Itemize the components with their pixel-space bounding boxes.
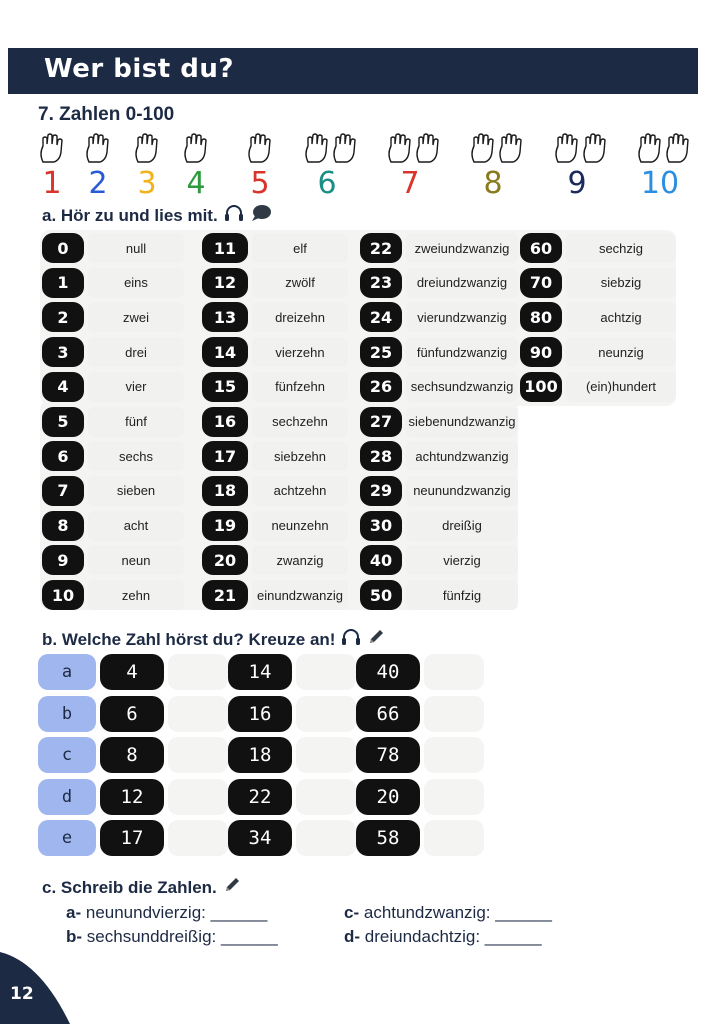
counting-hand-icon [636,132,690,168]
number-badge: 11 [202,233,248,263]
number-word: eins [88,268,184,298]
number-row [360,545,518,575]
number-word: zweiundzwanzig [406,233,518,263]
number-row [202,476,348,506]
number-badge: 60 [520,233,562,263]
number-word: zwanzig [252,545,348,575]
option-number: 8 [100,737,164,773]
item-text: dreiundachtzig: ______ [364,927,542,946]
option-number: 34 [228,820,292,856]
number-row [42,302,184,332]
number-row [202,441,348,471]
number-word: fünf [88,407,184,437]
headphones-icon [224,204,244,227]
writing-item[interactable] [66,927,278,947]
number-word: siebzig [566,268,676,298]
number-badge: 5 [42,407,84,437]
option-number: 6 [100,696,164,732]
number-badge: 17 [202,441,248,471]
number-row [360,511,518,541]
option-number: 40 [356,654,420,690]
checkbox[interactable] [296,737,356,773]
number-word: vier [88,372,184,402]
number-row [202,511,348,541]
number-badge: 27 [360,407,402,437]
checkbox[interactable] [168,737,228,773]
number-badge: 40 [360,545,402,575]
part-b-title [42,628,385,651]
number-badge: 7 [42,476,84,506]
number-row [42,511,184,541]
item-letter: d- [344,927,361,946]
pencil-icon [367,628,385,651]
number-word: vierzig [406,545,518,575]
header-banner [8,48,698,94]
item-text: neunundvierzig: ______ [85,903,268,922]
option-number: 16 [228,696,292,732]
counting-hand-icon [84,132,110,168]
number-badge: 26 [360,372,402,402]
number-word: vierzehn [252,337,348,367]
checkbox[interactable] [168,779,228,815]
page-title: Wer bist du? [44,54,234,84]
number-row [42,372,184,402]
number-word: zwei [88,302,184,332]
number-row [360,337,518,367]
writing-item[interactable] [344,927,542,947]
counting-hand-icon [133,132,159,168]
checkbox[interactable] [296,696,356,732]
number-badge: 6 [42,441,84,471]
number-badge: 22 [360,233,402,263]
writing-item[interactable] [344,903,552,923]
number-word: (ein)hundert [566,372,676,402]
number-row [42,580,184,610]
number-badge: 16 [202,407,248,437]
number-row [360,407,518,437]
number-badge: 3 [42,337,84,367]
number-word: achtzig [566,302,676,332]
number-row [520,372,676,402]
digit-label: 8 [483,166,503,201]
number-row [42,441,184,471]
number-badge: 28 [360,441,402,471]
counting-hand-icon [303,132,357,168]
number-row [42,268,184,298]
number-word: neun [88,545,184,575]
row-letter: a [38,654,96,690]
item-letter: c- [344,903,360,922]
option-number: 58 [356,820,420,856]
number-badge: 9 [42,545,84,575]
number-word: drei [88,337,184,367]
digit-label: 5 [250,166,270,201]
row-letter: d [38,779,96,815]
digit-label: 7 [400,166,420,201]
number-row [360,441,518,471]
number-word: dreißig [406,511,518,541]
number-badge: 15 [202,372,248,402]
number-badge: 23 [360,268,402,298]
number-row [520,302,676,332]
number-word: dreizehn [252,302,348,332]
number-badge: 25 [360,337,402,367]
number-row [202,407,348,437]
counting-hand-icon [246,132,272,168]
number-row [520,233,676,263]
option-number: 22 [228,779,292,815]
number-word: null [88,233,184,263]
checkbox[interactable] [296,654,356,690]
number-badge: 21 [202,580,248,610]
number-badge: 70 [520,268,562,298]
number-badge: 19 [202,511,248,541]
checkbox[interactable] [296,779,356,815]
number-row [42,545,184,575]
digit-label: 1 [42,166,62,201]
number-badge: 100 [520,372,562,402]
number-word: achtzehn [252,476,348,506]
number-word: neunzehn [252,511,348,541]
number-word: achtundzwanzig [406,441,518,471]
counting-hand-icon [182,132,208,168]
section-title: 7. Zahlen 0-100 [38,104,175,125]
number-row [42,407,184,437]
number-row [42,337,184,367]
number-word: sechzehn [252,407,348,437]
digit-label: 10 [640,166,680,201]
number-badge: 80 [520,302,562,332]
number-row [360,580,518,610]
number-row [42,233,184,263]
number-word: sechs [88,441,184,471]
number-row [360,476,518,506]
digit-label: 9 [567,166,587,201]
counting-hand-icon [386,132,440,168]
checkbox[interactable] [424,737,484,773]
listening-row [38,696,488,732]
number-word: vierundzwanzig [406,302,518,332]
option-number: 17 [100,820,164,856]
checkbox[interactable] [168,654,228,690]
counting-hand-icon [469,132,523,168]
option-number: 18 [228,737,292,773]
digit-label: 3 [137,166,157,201]
number-badge: 24 [360,302,402,332]
row-letter: e [38,820,96,856]
number-word: siebzehn [252,441,348,471]
listening-row [38,820,488,856]
digit-label: 2 [88,166,108,201]
option-number: 78 [356,737,420,773]
number-row [202,580,348,610]
option-number: 12 [100,779,164,815]
item-text: sechsunddreißig: ______ [86,927,278,946]
number-badge: 90 [520,337,562,367]
option-number: 20 [356,779,420,815]
number-badge: 18 [202,476,248,506]
item-text: achtundzwanzig: ______ [363,903,552,922]
number-word: neunzig [566,337,676,367]
number-badge: 14 [202,337,248,367]
page-number: 12 [10,984,34,1004]
number-word: zehn [88,580,184,610]
number-word: zwölf [252,268,348,298]
number-row [360,268,518,298]
number-badge: 30 [360,511,402,541]
number-row [202,233,348,263]
counting-hand-icon [38,132,64,168]
number-row [520,337,676,367]
checkbox[interactable] [168,696,228,732]
number-word: siebenundzwanzig [406,407,518,437]
item-letter: a- [66,903,82,922]
part-b-title-text: b. Welche Zahl hörst du? Kreuze an! [42,629,336,649]
number-word: neunundzwanzig [406,476,518,506]
number-badge: 29 [360,476,402,506]
number-badge: 10 [42,580,84,610]
number-badge: 50 [360,580,402,610]
checkbox[interactable] [424,654,484,690]
number-word: acht [88,511,184,541]
number-row [42,476,184,506]
row-letter: b [38,696,96,732]
row-letter: c [38,737,96,773]
part-c-title [42,876,241,899]
number-row [360,372,518,402]
number-word: elf [252,233,348,263]
checkbox[interactable] [296,820,356,856]
number-row [202,372,348,402]
number-row [202,302,348,332]
speech-bubble-icon [250,204,272,227]
number-row [202,268,348,298]
option-number: 14 [228,654,292,690]
number-word: sechzig [566,233,676,263]
listening-row [38,654,488,690]
number-badge: 2 [42,302,84,332]
part-c-title-text: c. Schreib die Zahlen. [42,877,217,897]
number-badge: 1 [42,268,84,298]
option-number: 4 [100,654,164,690]
number-word: sieben [88,476,184,506]
headphones-icon [341,628,361,651]
number-word: fünfzehn [252,372,348,402]
writing-item[interactable] [66,903,267,923]
digit-label: 4 [186,166,206,201]
part-a-title [42,204,272,227]
counting-hand-icon [553,132,607,168]
number-word: dreiundzwanzig [406,268,518,298]
digit-label: 6 [317,166,337,201]
number-row [360,302,518,332]
listening-row [38,779,488,815]
number-badge: 8 [42,511,84,541]
number-row [202,337,348,367]
part-a-title-text: a. Hör zu und lies mit. [42,205,218,225]
checkbox[interactable] [168,820,228,856]
number-word: sechsundzwanzig [406,372,518,402]
option-number: 66 [356,696,420,732]
pencil-icon [223,876,241,899]
number-badge: 13 [202,302,248,332]
number-row [202,545,348,575]
number-badge: 12 [202,268,248,298]
number-row [360,233,518,263]
number-row [520,268,676,298]
number-badge: 0 [42,233,84,263]
listening-row [38,737,488,773]
checkbox[interactable] [424,779,484,815]
item-letter: b- [66,927,83,946]
counting-hands-row [28,132,707,202]
number-word: fünfundzwanzig [406,337,518,367]
checkbox[interactable] [424,696,484,732]
checkbox[interactable] [424,820,484,856]
number-badge: 20 [202,545,248,575]
number-word: einundzwanzig [252,580,348,610]
number-word: fünfzig [406,580,518,610]
number-badge: 4 [42,372,84,402]
